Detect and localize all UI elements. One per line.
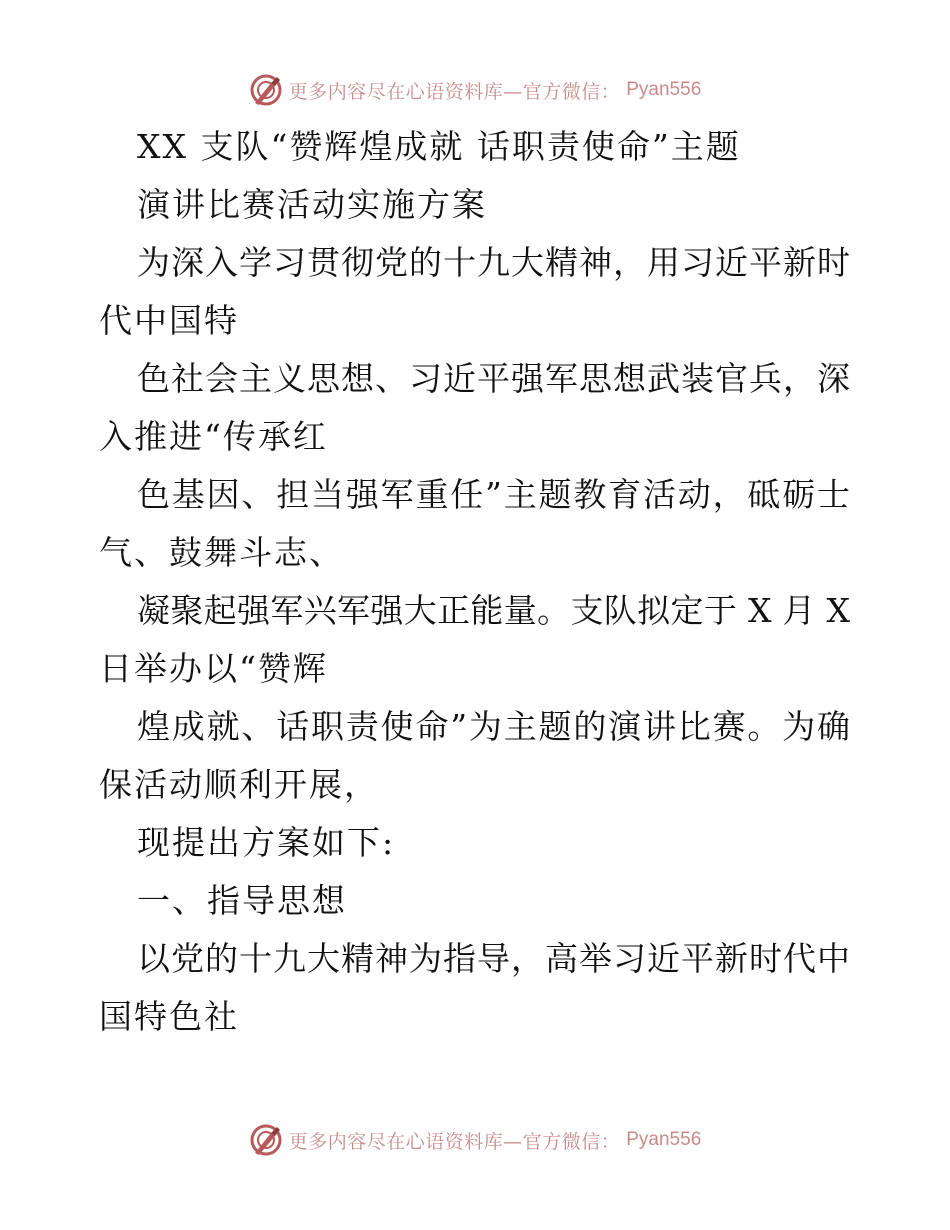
watermark-id: Pyan556 (626, 79, 702, 100)
doc-paragraph-line: 日举办以“赞辉 (99, 649, 328, 688)
watermark-text: 更多内容尽在心语资料库—官方微信： (288, 1130, 621, 1153)
doc-title-line-2: 演讲比赛活动实施方案 (137, 185, 487, 224)
doc-paragraph-line: 色基因、担当强军重任”主题教育活动，砥砺士 (137, 475, 850, 514)
doc-paragraph-line: 为深入学习贯彻党的十九大精神，用习近平新时 (137, 243, 850, 282)
pen-logo-icon (249, 1123, 283, 1157)
doc-paragraph-line: 现提出方案如下: (137, 823, 396, 862)
doc-paragraph-line: 代中国特 (99, 301, 239, 340)
doc-paragraph-line: 以党的十九大精神为指导，高举习近平新时代中 (137, 939, 850, 978)
watermark-footer (0, 1120, 950, 1160)
doc-paragraph-line: 保活动顺利开展， (99, 765, 379, 804)
doc-section-heading: 一、指导思想 (137, 881, 347, 920)
watermark-id: Pyan556 (626, 1129, 702, 1150)
pen-logo-icon (249, 73, 283, 107)
doc-paragraph-line: 入推进“传承红 (99, 417, 328, 456)
doc-paragraph-line: 色社会主义思想、习近平强军思想武装官兵，深 (137, 359, 850, 398)
doc-paragraph-line: 煌成就、话职责使命”为主题的演讲比赛。为确 (137, 707, 850, 746)
watermark-text: 更多内容尽在心语资料库—官方微信： (288, 80, 621, 103)
watermark-header (0, 70, 950, 110)
doc-paragraph-line: 国特色社 (99, 997, 239, 1036)
doc-paragraph-line: 气、鼓舞斗志、 (99, 533, 344, 572)
doc-title-line-1: XX 支队“赞辉煌成就 话职责使命”主题 (137, 127, 741, 166)
doc-paragraph-line: 凝聚起强军兴军强大正能量。支队拟定于 X 月 X (137, 591, 850, 630)
